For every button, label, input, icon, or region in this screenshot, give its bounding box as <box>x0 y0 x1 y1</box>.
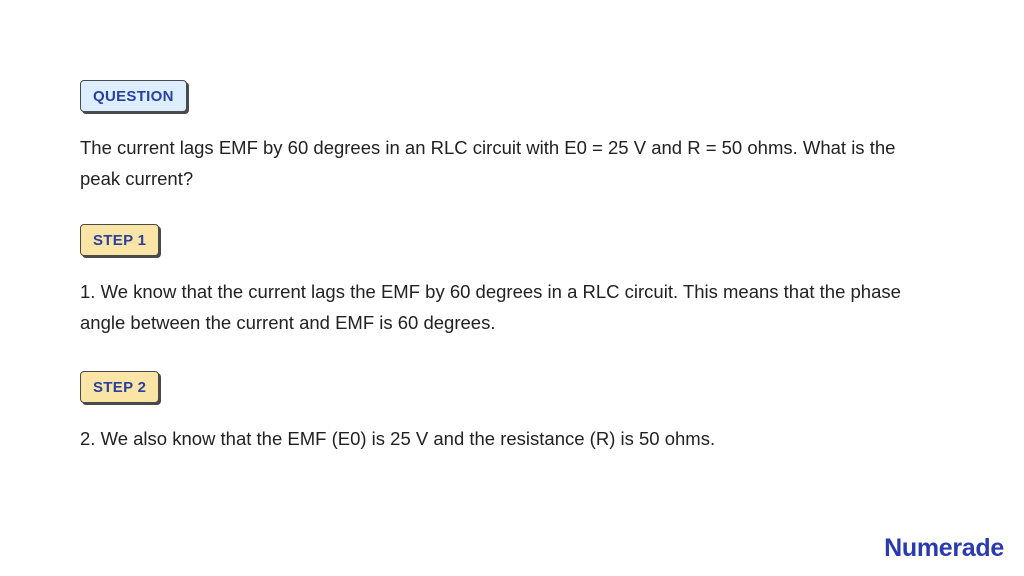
step-1-text: 1. We know that the current lags the EMF by 60 degrees in a RLC circuit. This means that the phase angle between the current and EMF is 60 degrees. <box>80 281 901 333</box>
brand-logo: Numerade <box>884 534 1004 562</box>
step-2-text: 2. We also know that the EMF (E0) is 25 V and the resistance (R) is 50 ohms. <box>80 428 716 449</box>
question-text: The current lags EMF by 60 degrees in an RLC circuit with E0 = 25 V and R = 50 ohms. What is the peak current? <box>80 137 896 189</box>
question-badge: QUESTION <box>80 80 187 112</box>
step-1-badge: STEP 1 <box>80 224 159 256</box>
step-2-badge: STEP 2 <box>80 371 159 403</box>
